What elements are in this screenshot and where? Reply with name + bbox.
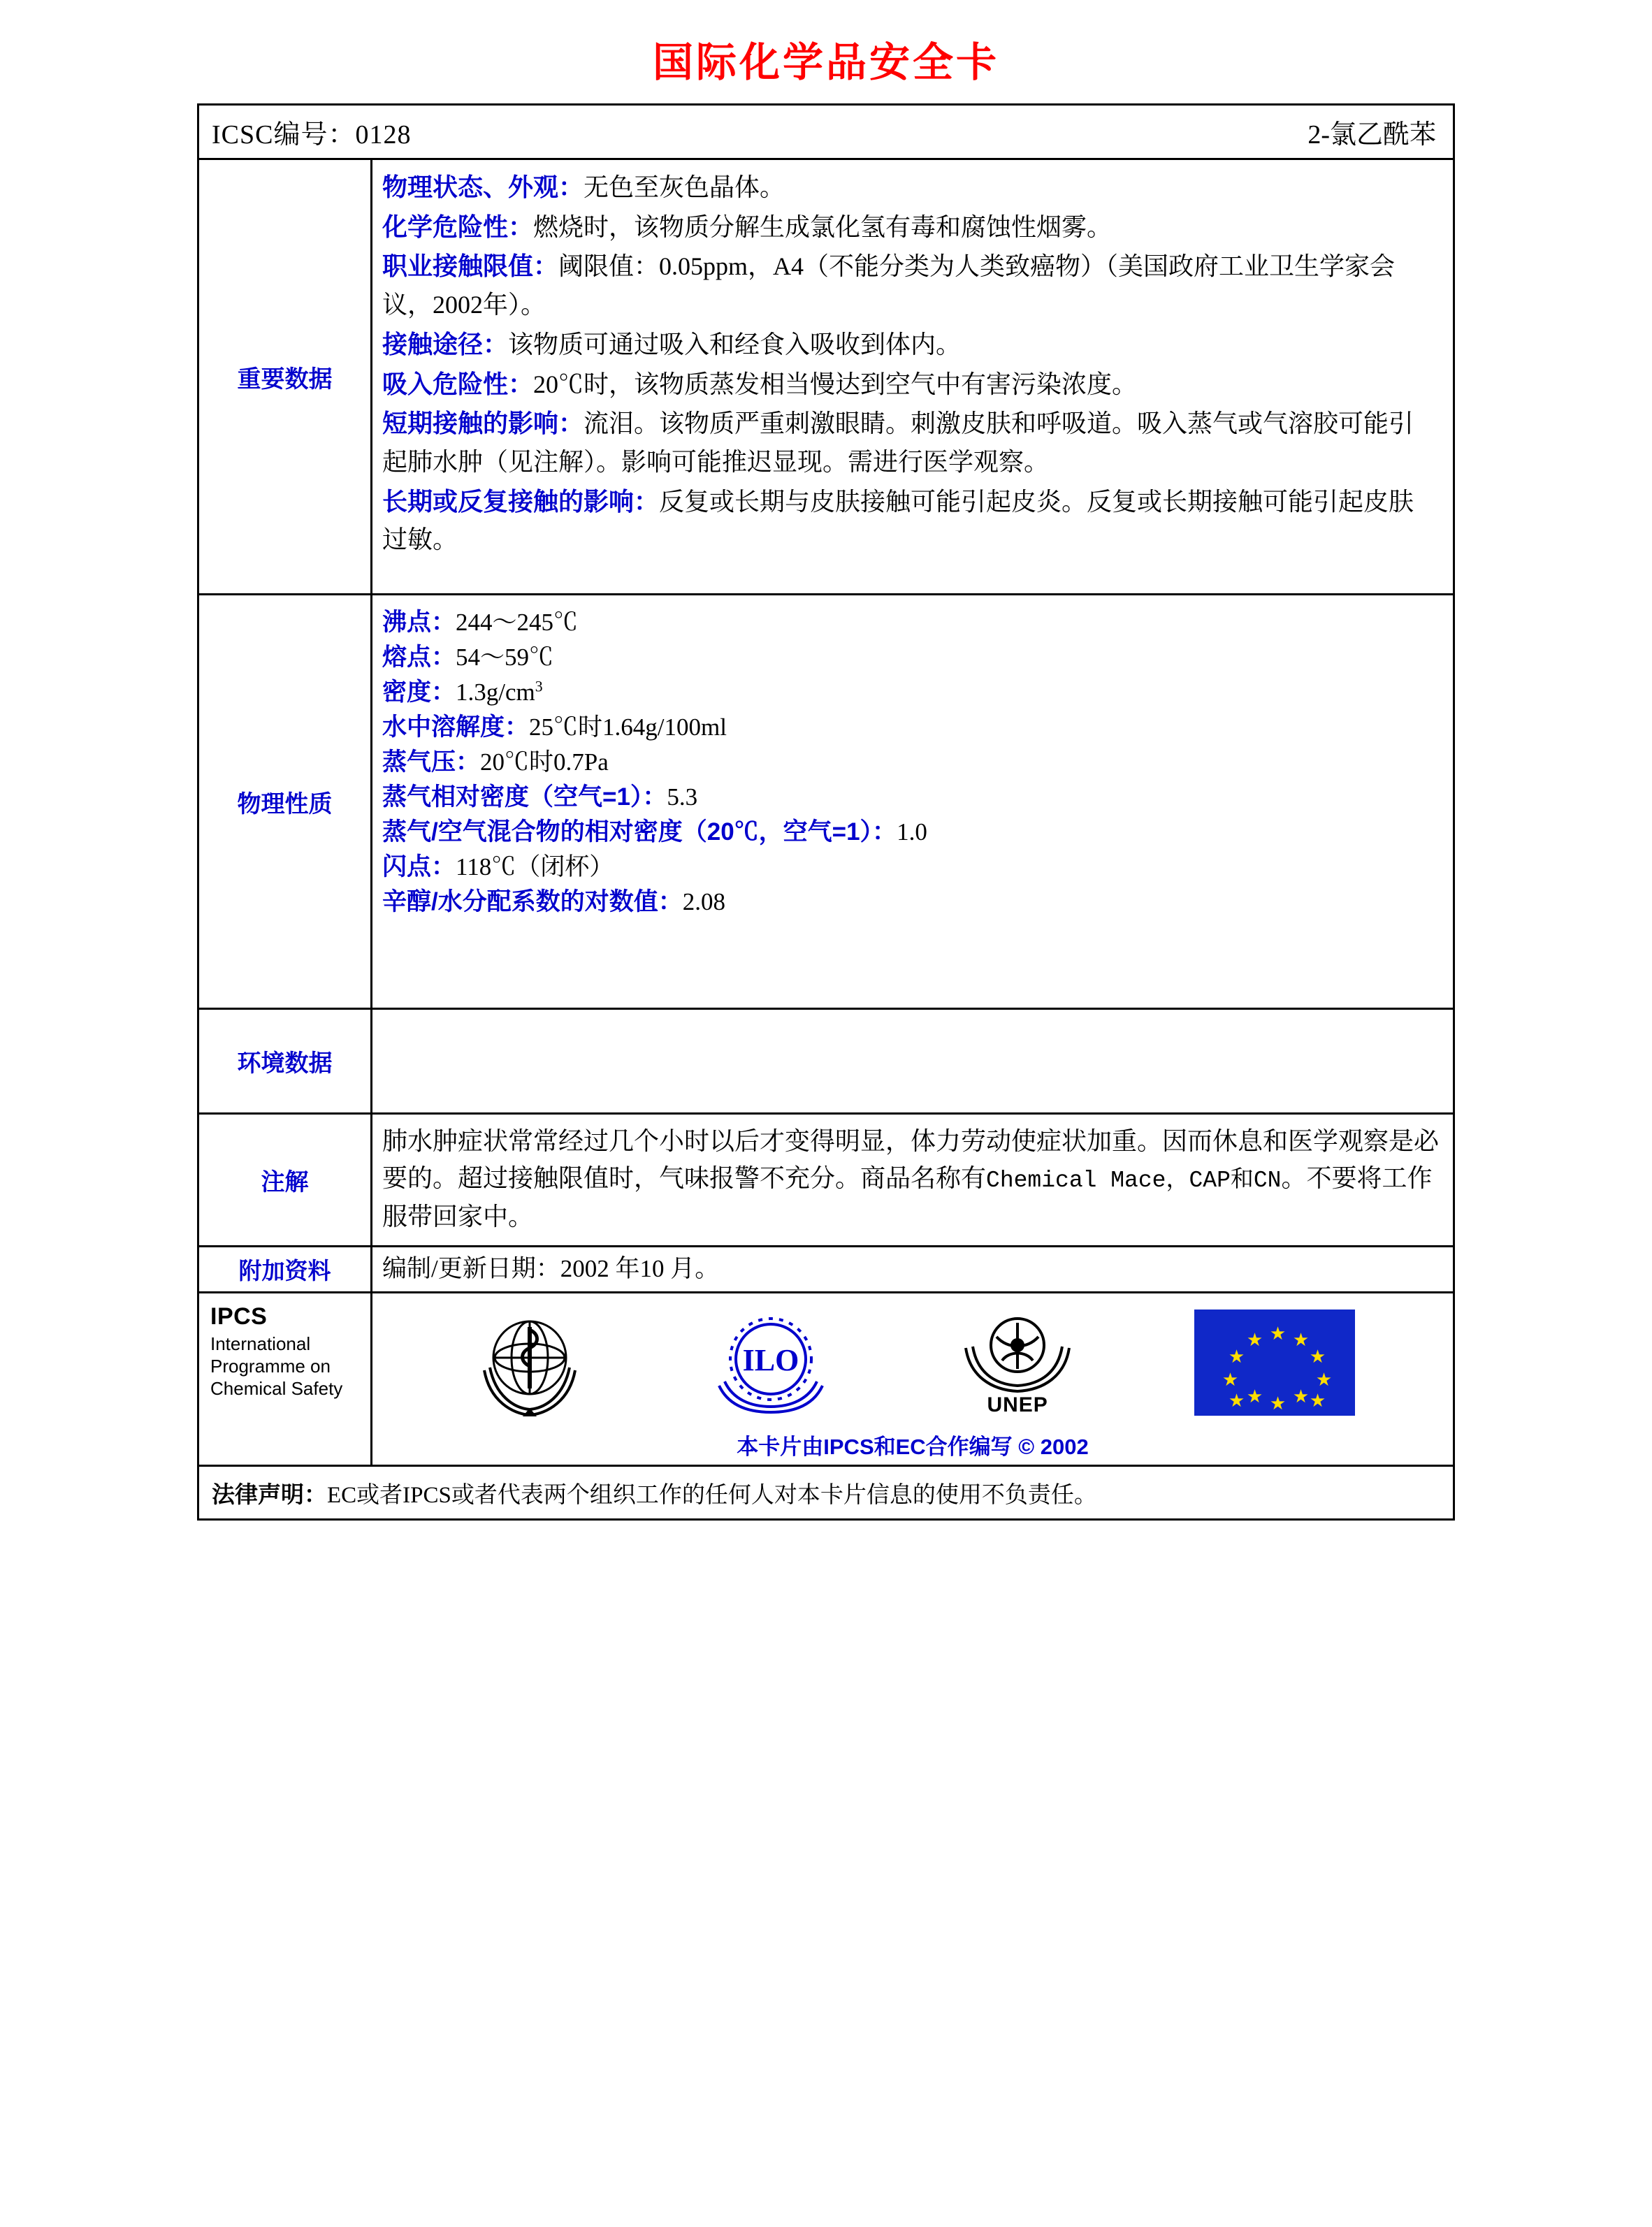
notes-trade-names: Chemical Mace，CAP和CN: [986, 1168, 1282, 1194]
ipcs-block: [199, 1293, 372, 1465]
entry-physical-state: [382, 168, 1439, 207]
entry-keyword: 化学危险性：: [382, 212, 534, 241]
entry-text: 流泪。该物质严重刺激眼睛。刺激皮肤和呼吸道。吸入蒸气或气溶胶可能引起肺水肿（见注解）。影响可能推迟显现。需进行医学观察。: [382, 409, 1414, 477]
prop-boiling-point: [382, 605, 1439, 639]
unep-logo: [953, 1309, 1082, 1417]
ipcs-fullname-line: International: [210, 1333, 311, 1355]
entry-chemical-hazard: [382, 208, 1439, 247]
section-footer-logos: [199, 1293, 1453, 1467]
prop-value: 54～59℃: [456, 644, 554, 671]
who-logo: [470, 1303, 589, 1422]
prop-value: 244～245℃: [456, 609, 579, 636]
prop-keyword: 水中溶解度：: [382, 713, 530, 741]
ipcs-abbr: IPCS: [210, 1303, 268, 1330]
content-additional-info: 编制/更新日期：2002 年10 月。: [382, 1255, 720, 1283]
legal-text: EC或者IPCS或者代表两个组织工作的任何人对本卡片信息的使用不负责任。: [327, 1482, 1097, 1508]
content-notes: [372, 1115, 1453, 1245]
prop-density: [382, 675, 1439, 709]
ipcs-fullname-line: Chemical Safety: [210, 1377, 343, 1399]
entry-text: 燃烧时，该物质分解生成氯化氢有毒和腐蚀性烟雾。: [533, 212, 1113, 241]
content-important-data: [372, 160, 1453, 593]
label-important-data: 重要数据: [199, 160, 372, 593]
entry-text: 反复或长期与皮肤接触可能引起皮炎。反复或长期接触可能引起皮肤过敏。: [382, 487, 1414, 554]
entry-routes-of-exposure: [382, 326, 1439, 364]
prop-value: 20℃时0.7Pa: [480, 748, 609, 776]
content-environmental-data: [372, 1010, 1453, 1112]
entry-text: 该物质可通过吸入和经食入吸收到体内。: [508, 330, 962, 358]
prop-keyword: 密度：: [382, 679, 456, 706]
ilo-logo: [701, 1309, 841, 1417]
ipcs-fullname: [210, 1333, 363, 1400]
prop-keyword: 蒸气压：: [382, 748, 481, 776]
notes-text-part2: 。不要将工作服带回家中。: [382, 1164, 1433, 1231]
prop-exponent: 3: [535, 678, 543, 695]
entry-text: 20℃时，该物质蒸发相当慢达到空气中有害污染浓度。: [533, 370, 1138, 398]
section-legal-notice: [199, 1467, 1453, 1518]
legal-label: 法律声明：: [212, 1481, 327, 1507]
section-environmental-data: [199, 1010, 1453, 1115]
prop-keyword: 闪点：: [382, 853, 456, 880]
entry-keyword: 短期接触的影响：: [382, 409, 584, 438]
prop-vapour-air-mixture-density: [382, 815, 1439, 849]
entry-keyword: 吸入危险性：: [382, 369, 534, 398]
label-notes: 注解: [199, 1115, 372, 1245]
prop-value: 25℃时1.64g/100ml: [529, 713, 727, 741]
unep-label: UNEP: [987, 1393, 1048, 1416]
substance-name: 2-氯乙酰苯: [1307, 120, 1436, 150]
card-header: [199, 106, 1453, 160]
prop-keyword: 蒸气相对密度（空气=1）：: [382, 783, 667, 811]
section-additional-info: [199, 1247, 1453, 1293]
prop-value: 118℃（闭杯）: [456, 853, 614, 880]
prop-vapour-pressure: [382, 745, 1439, 779]
prop-keyword: 沸点：: [382, 609, 456, 636]
prop-vapour-relative-density: [382, 780, 1439, 814]
safety-card: [197, 103, 1455, 1521]
section-notes: [199, 1115, 1453, 1247]
prop-keyword: 辛醇/水分配系数的对数值：: [382, 888, 683, 915]
entry-keyword: 职业接触限值：: [382, 252, 559, 281]
label-environmental-data: 环境数据: [199, 1010, 372, 1112]
legal-notice: [199, 1477, 1097, 1509]
prop-keyword: 熔点：: [382, 644, 456, 671]
prop-melting-point: [382, 640, 1439, 674]
notes-text-part1: 肺水肿症状常常经过几个小时以后才变得明显，体力劳动使症状加重。因而休息和医学观察是必要的。超过接触限值时，气味报警不充分。商品名称有: [382, 1127, 1440, 1193]
prop-value: 1.0: [897, 818, 927, 846]
ipcs-fullname-line: Programme on: [210, 1356, 331, 1377]
prop-value: 2.08: [682, 888, 725, 915]
prop-octanol-water-logp: [382, 885, 1439, 919]
content-physical-properties: [372, 595, 1453, 1008]
svg-text:ILO: ILO: [743, 1342, 799, 1377]
cooperation-credit: 本卡片由IPCS和EC合作编写 © 2002: [737, 1435, 1089, 1460]
entry-text: 无色至灰色晶体。: [584, 173, 785, 201]
entry-short-term-effects: [382, 405, 1439, 481]
icsc-number-block: [199, 113, 411, 151]
prop-value: 5.3: [667, 783, 698, 811]
prop-value: 1.3g/cm: [456, 679, 535, 706]
prop-keyword: 蒸气/空气混合物的相对密度（20℃，空气=1）：: [382, 818, 897, 846]
section-important-data: [199, 160, 1453, 595]
entry-keyword: 长期或反复接触的影响：: [382, 486, 660, 516]
entry-text: 阈限值：0.05ppm，A4（不能分类为人类致癌物）（美国政府工业卫生学家会议，2002年）。: [382, 252, 1396, 319]
entry-keyword: 接触途径：: [382, 329, 509, 358]
entry-inhalation-risk: [382, 365, 1439, 404]
eu-flag: ★ ★ ★ ★ ★ ★ ★ ★ ★ ★ ★ ★: [1194, 1310, 1355, 1416]
prop-water-solubility: [382, 710, 1439, 744]
logos-strip: [372, 1300, 1453, 1422]
label-additional-info: 附加资料: [199, 1247, 372, 1291]
page-title: 国际化学品安全卡: [652, 40, 999, 85]
prop-flash-point: [382, 850, 1439, 884]
entry-keyword: 物理状态、外观：: [382, 173, 584, 201]
section-physical-properties: [199, 595, 1453, 1010]
entry-occupational-limits: [382, 247, 1439, 324]
logos-and-credit: [372, 1293, 1453, 1465]
label-physical-properties: 物理性质: [199, 595, 372, 1008]
icsc-label: ICSC编号：: [212, 120, 356, 150]
entry-long-term-effects: [382, 483, 1439, 559]
icsc-number: 0128: [355, 120, 412, 150]
